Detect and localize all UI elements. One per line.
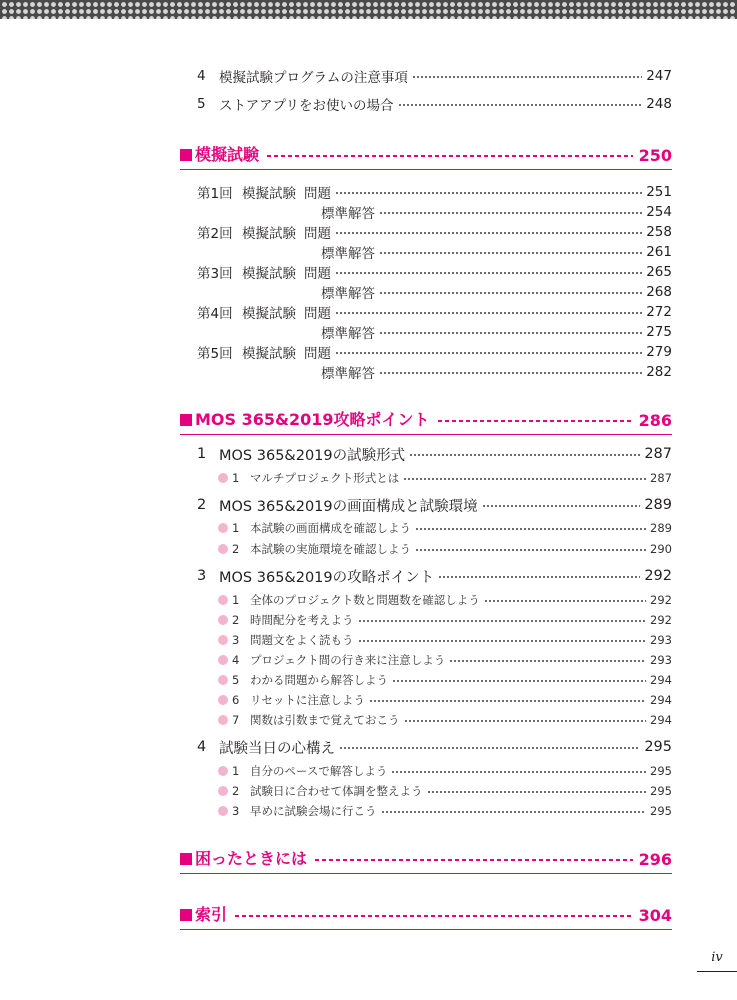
- entry-label: 問題: [304, 226, 331, 242]
- entry-number: 4: [197, 68, 206, 84]
- square-bullet-icon: [180, 149, 192, 161]
- chapter-label: MOS 365&2019の画面構成と試験環境: [219, 498, 478, 515]
- section-page: 250: [638, 146, 672, 165]
- sub-entry[interactable]: [180, 518, 672, 538]
- entry-page: 268: [646, 284, 672, 300]
- sub-label: マルチプロジェクト形式とは: [250, 471, 400, 485]
- sub-number: 2: [232, 784, 240, 798]
- chapter-entry[interactable]: [180, 493, 672, 517]
- toc-entry[interactable]: [180, 65, 672, 87]
- leader-dots: [379, 282, 642, 302]
- sub-number: 1: [232, 593, 240, 607]
- leader-dots: [379, 242, 642, 262]
- leader-dots: [482, 493, 641, 517]
- chapter-label: MOS 365&2019の試験形式: [219, 447, 406, 464]
- circle-bullet-icon: [218, 635, 228, 645]
- entry-label: 標準解答: [321, 286, 375, 302]
- sub-label: 全体のプロジェクト数と問題数を確認しよう: [250, 593, 480, 607]
- round-label: 第5回: [197, 346, 233, 362]
- entry-page: 279: [646, 344, 672, 360]
- mock-exam-row[interactable]: [180, 282, 672, 302]
- section-title: 模擬試験: [195, 145, 260, 164]
- entry-page: 254: [646, 204, 672, 220]
- sub-number: 1: [232, 521, 240, 535]
- circle-bullet-icon: [218, 544, 228, 554]
- sub-page: 289: [650, 521, 672, 535]
- section-page: 296: [638, 850, 672, 869]
- round-label: 第3回: [197, 266, 233, 282]
- circle-bullet-icon: [218, 523, 228, 533]
- sub-number: 2: [232, 542, 240, 556]
- section-title: MOS 365&2019攻略ポイント: [195, 410, 430, 429]
- exam-title: 模擬試験: [242, 346, 296, 362]
- section-page: 304: [638, 906, 672, 925]
- circle-bullet-icon: [218, 655, 228, 665]
- sub-number: 2: [232, 613, 240, 627]
- sub-number: 7: [232, 713, 240, 727]
- toc-entry[interactable]: [180, 93, 672, 115]
- sub-page: 293: [650, 633, 672, 647]
- exam-title: 模擬試験: [242, 306, 296, 322]
- leader-dots: [403, 468, 646, 488]
- section-heading-mos-points[interactable]: [180, 405, 672, 435]
- circle-bullet-icon: [218, 615, 228, 625]
- entry-page: 265: [646, 264, 672, 280]
- sub-number: 1: [232, 471, 240, 485]
- chapter-entry[interactable]: [180, 564, 672, 588]
- sub-page: 295: [650, 784, 672, 798]
- leader-dots: [415, 539, 646, 559]
- leader-dots: [335, 302, 642, 322]
- chapter-page: 289: [644, 497, 672, 513]
- leader-dots: [379, 322, 642, 342]
- chapter-entry[interactable]: [180, 442, 672, 466]
- entry-label: 標準解答: [321, 326, 375, 342]
- entry-label: 問題: [304, 346, 331, 362]
- entry-page: 247: [646, 68, 672, 84]
- chapter-label: 試験当日の心構え: [219, 740, 335, 757]
- sub-number: 4: [232, 653, 240, 667]
- sub-entry[interactable]: [180, 468, 672, 488]
- sub-label: リセットに注意しよう: [250, 693, 365, 707]
- leader-dots: [369, 690, 646, 710]
- exam-title: 模擬試験: [242, 266, 296, 282]
- entry-page: 261: [646, 244, 672, 260]
- sub-page: 287: [650, 471, 672, 485]
- section-title: 索引: [195, 905, 228, 924]
- entry-label: 標準解答: [321, 366, 375, 382]
- round-label: 第4回: [197, 306, 233, 322]
- sub-label: プロジェクト間の行き来に注意しよう: [250, 653, 446, 667]
- mock-exam-row[interactable]: [180, 302, 672, 322]
- leader-dots: [339, 735, 640, 759]
- chapter-page: 292: [644, 568, 672, 584]
- circle-bullet-icon: [218, 675, 228, 685]
- chapter-number: 1: [197, 446, 207, 462]
- sub-page: 295: [650, 764, 672, 778]
- leader-dots: [335, 182, 642, 202]
- chapter-number: 3: [197, 568, 207, 584]
- leader-dots: [358, 630, 647, 650]
- leader-dots: [381, 801, 647, 821]
- leader-dots: [358, 610, 647, 630]
- chapter-number: 4: [197, 739, 207, 755]
- exam-title: 模擬試験: [242, 226, 296, 242]
- mock-exam-row[interactable]: [180, 262, 672, 282]
- sub-entry[interactable]: [180, 690, 672, 710]
- leader-dots: [398, 93, 643, 115]
- sub-entry[interactable]: [180, 801, 672, 821]
- section-page: 286: [638, 411, 672, 430]
- mock-exam-row[interactable]: [180, 222, 672, 242]
- sub-page: 294: [650, 713, 672, 727]
- sub-entry[interactable]: [180, 650, 672, 670]
- entry-label: ストアアプリをお使いの場合: [219, 98, 394, 114]
- sub-page: 292: [650, 613, 672, 627]
- sub-label: 試験日に合わせて体調を整えよう: [250, 784, 423, 798]
- leader-dots: [335, 342, 642, 362]
- entry-page: 248: [646, 96, 672, 112]
- entry-label: 問題: [304, 266, 331, 282]
- leader-dots: [427, 781, 647, 801]
- square-bullet-icon: [180, 414, 192, 426]
- square-bullet-icon: [180, 853, 192, 865]
- leader-dots: [484, 590, 646, 610]
- sub-label: 本試験の実施環境を確認しよう: [250, 542, 411, 556]
- entry-label: 標準解答: [321, 246, 375, 262]
- mock-exam-row[interactable]: [180, 342, 672, 362]
- chapter-page: 287: [644, 446, 672, 462]
- sub-number: 6: [232, 693, 240, 707]
- leader-dots: [438, 564, 640, 588]
- sub-entry[interactable]: [180, 539, 672, 559]
- leader-dots: [379, 362, 642, 382]
- mock-exam-row[interactable]: [180, 202, 672, 222]
- leader-dots: [449, 650, 646, 670]
- circle-bullet-icon: [218, 786, 228, 796]
- dashed-leader: [438, 420, 633, 422]
- sub-entry[interactable]: [180, 630, 672, 650]
- sub-entry[interactable]: [180, 781, 672, 801]
- leader-dots: [379, 202, 642, 222]
- sub-number: 5: [232, 673, 240, 687]
- chapter-number: 2: [197, 497, 207, 513]
- circle-bullet-icon: [218, 473, 228, 483]
- sub-label: 時間配分を考えよう: [250, 613, 354, 627]
- sub-label: 関数は引数まで覚えておこう: [250, 713, 400, 727]
- square-bullet-icon: [180, 909, 192, 921]
- circle-bullet-icon: [218, 766, 228, 776]
- sub-label: 早めに試験会場に行こう: [250, 804, 377, 818]
- round-label: 第1回: [197, 186, 233, 202]
- sub-page: 293: [650, 653, 672, 667]
- circle-bullet-icon: [218, 695, 228, 705]
- mock-exam-row[interactable]: [180, 362, 672, 382]
- dashed-leader: [267, 155, 633, 157]
- sub-page: 295: [650, 804, 672, 818]
- entry-label: 模擬試験プログラムの注意事項: [219, 70, 408, 86]
- sub-page: 290: [650, 542, 672, 556]
- chapter-label: MOS 365&2019の攻略ポイント: [219, 569, 435, 586]
- sub-label: 問題文をよく読もう: [250, 633, 354, 647]
- decorative-top-band: [0, 0, 737, 19]
- chapter-entry[interactable]: [180, 735, 672, 759]
- mock-exam-row[interactable]: [180, 322, 672, 342]
- sub-page: 294: [650, 693, 672, 707]
- sub-number: 1: [232, 764, 240, 778]
- leader-dots: [335, 262, 642, 282]
- section-heading-troubles[interactable]: [180, 844, 672, 874]
- sub-entry[interactable]: [180, 590, 672, 610]
- circle-bullet-icon: [218, 806, 228, 816]
- entry-label: 問題: [304, 306, 331, 322]
- sub-entry[interactable]: [180, 610, 672, 630]
- exam-title: 模擬試験: [242, 186, 296, 202]
- sub-entry[interactable]: [180, 710, 672, 730]
- section-heading-index[interactable]: [180, 900, 672, 930]
- leader-dots: [392, 670, 646, 690]
- leader-dots: [415, 518, 646, 538]
- circle-bullet-icon: [218, 715, 228, 725]
- entry-page: 258: [646, 224, 672, 240]
- sub-entry[interactable]: [180, 670, 672, 690]
- mock-exam-row[interactable]: [180, 182, 672, 202]
- dashed-leader: [235, 915, 633, 917]
- leader-dots: [404, 710, 647, 730]
- chapter-page: 295: [644, 739, 672, 755]
- dashed-leader: [315, 859, 633, 861]
- leader-dots: [412, 65, 642, 87]
- entry-page: 251: [646, 184, 672, 200]
- entry-label: 問題: [304, 186, 331, 202]
- sub-number: 3: [232, 633, 240, 647]
- circle-bullet-icon: [218, 595, 228, 605]
- page-number: iv: [697, 950, 737, 972]
- entry-page: 275: [646, 324, 672, 340]
- sub-number: 3: [232, 804, 240, 818]
- sub-page: 294: [650, 673, 672, 687]
- entry-label: 標準解答: [321, 206, 375, 222]
- sub-label: わかる問題から解答しよう: [250, 673, 388, 687]
- entry-page: 272: [646, 304, 672, 320]
- section-heading-mock-exam[interactable]: [180, 140, 672, 170]
- sub-label: 自分のペースで解答しよう: [250, 764, 388, 778]
- sub-label: 本試験の画面構成を確認しよう: [250, 521, 411, 535]
- leader-dots: [391, 761, 646, 781]
- leader-dots: [335, 222, 642, 242]
- round-label: 第2回: [197, 226, 233, 242]
- sub-page: 292: [650, 593, 672, 607]
- sub-entry[interactable]: [180, 761, 672, 781]
- entry-number: 5: [197, 96, 206, 112]
- leader-dots: [409, 442, 640, 466]
- section-title: 困ったときには: [195, 849, 308, 868]
- mock-exam-row[interactable]: [180, 242, 672, 262]
- entry-page: 282: [646, 364, 672, 380]
